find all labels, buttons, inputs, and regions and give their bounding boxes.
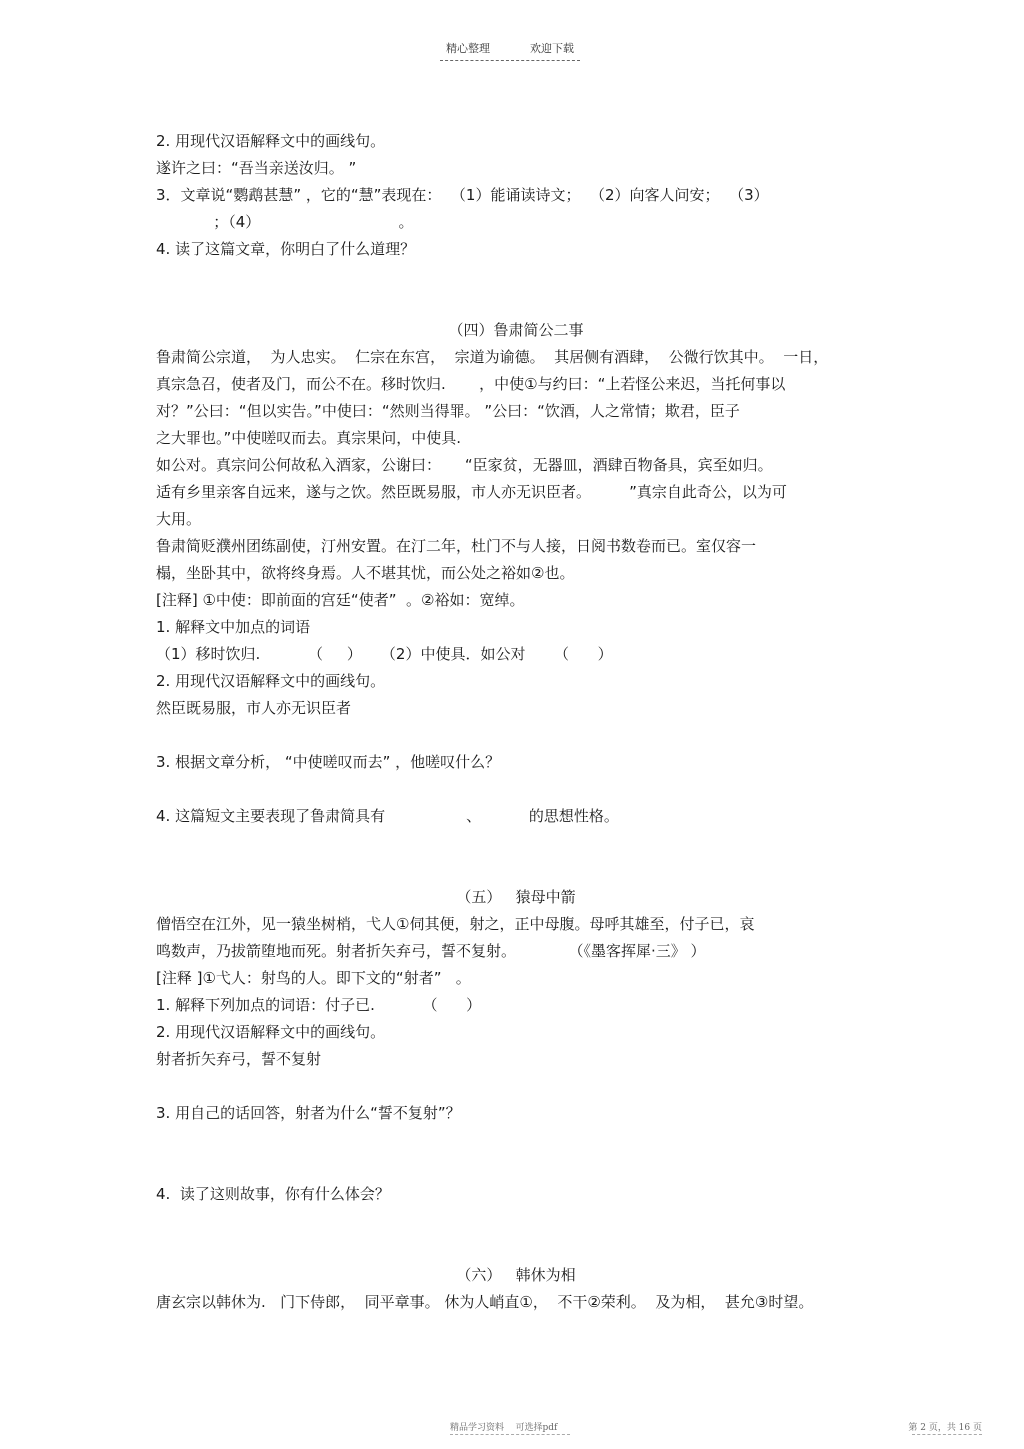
- s5-paragraph-line: 僧悟空在江外，见一猿坐树梢，弋人①伺其便，射之，正中母腹。母呼其雄至，付子已，哀: [156, 915, 755, 933]
- s4-question-4: 4. 这篇短文主要表现了鲁肃简具有 、 的思想性格。: [156, 807, 619, 825]
- s4-title: （四）鲁肃简公二事: [448, 321, 584, 339]
- s4-question-3: 3. 根据文章分析， “中使嗟叹而去” ，他嗟叹什么？: [156, 753, 501, 771]
- header-divider: [440, 60, 580, 61]
- s3-question-3-line2: ；（4） 。: [156, 213, 414, 231]
- header-left-text: 精心整理: [446, 42, 490, 55]
- s3-question-2-sentence: 遂许之曰：“吾当亲送汝归。 ”: [156, 159, 357, 177]
- s4-paragraph-line: 之大罪也。”中使嗟叹而去。真宗果问，中使具.: [156, 429, 462, 447]
- s4-paragraph-line: 真宗急召，使者及门，而公不在。移时饮归. ，中使①与约曰：“上若怪公来迟，当托何事以: [156, 375, 786, 393]
- s4-paragraph-line: 大用。: [156, 510, 202, 528]
- s5-paragraph-line: 鸣数声，乃拔箭堕地而死。射者折矢弃弓，誓不复射。 （《墨客挥犀·三》 ）: [156, 942, 706, 960]
- page-header: [440, 40, 580, 61]
- document-body: [156, 128, 876, 1316]
- s4-question-2-sentence: 然臣既易服，市人亦无识臣者: [156, 699, 352, 717]
- s5-question-3: 3. 用自己的话回答，射者为什么“誓不复射”？: [156, 1104, 461, 1122]
- s6-paragraph-line: 唐玄宗以韩休为. 门下侍郎， 同平章事。 休为人峭直①， 不干②荣利。 及为相， 甚允③时望。: [156, 1293, 814, 1311]
- s6-title: （六） 韩休为相: [456, 1266, 576, 1284]
- s4-paragraph-line: 适有乡里亲客自远来，遂与之饮。然臣既易服，市人亦无识臣者。 ”真宗自此奇公，以为可: [156, 483, 787, 501]
- s5-note: [注释 ]①弋人：射鸟的人。即下文的“射者” 。: [156, 969, 471, 987]
- s4-paragraph2-line: 榻，坐卧其中，欲将终身焉。人不堪其忧，而公处之裕如②也。: [156, 564, 575, 582]
- s4-paragraph-line: 如公对。真宗问公何故私入酒家，公谢曰： “臣家贫，无器皿，酒肆百物备具，宾至如归。: [156, 456, 773, 474]
- s5-question-2: 2. 用现代汉语解释文中的画线句。: [156, 1023, 386, 1041]
- s5-question-4: 4. 读了这则故事，你有什么体会？: [156, 1185, 390, 1203]
- s4-paragraph-line: 对？”公曰：“但以实告。”中使曰：“然则当得罪。 ”公曰：“饮酒，人之常情；欺君，臣子: [156, 402, 740, 420]
- s4-question-1: 1. 解释文中加点的词语: [156, 618, 311, 636]
- s4-note: [注释] ①中使：即前面的宫廷“使者” 。②裕如：宽绰。: [156, 591, 525, 609]
- s5-title: （五） 猿母中箭: [456, 888, 576, 906]
- page-footer: [0, 1420, 1024, 1442]
- s4-question-2: 2. 用现代汉语解释文中的画线句。: [156, 672, 386, 690]
- s3-question-2: 2. 用现代汉语解释文中的画线句。: [156, 132, 386, 150]
- s5-question-2-sentence: 射者折矢弃弓，誓不复射: [156, 1050, 322, 1068]
- s4-paragraph2-line: 鲁肃简贬濮州团练副使，汀州安置。在汀二年，杜门不与人接，日阅书数卷而已。室仅容一: [156, 537, 757, 555]
- footer-center-text: 精品学习资料 可选择pdf: [450, 1423, 558, 1433]
- s5-question-1: 1. 解释下列加点的词语：付子已. （ ）: [156, 996, 482, 1014]
- footer-page-number: 第 2 页，共 16 页: [908, 1423, 982, 1433]
- s3-question-4: 4. 读了这篇文章，你明白了什么道理？: [156, 240, 416, 258]
- footer-center-divider: [450, 1434, 570, 1435]
- footer-right-divider: [912, 1434, 982, 1435]
- s4-question-1-items: （1）移时饮归. （ ） （2）中使具．如公对 （ ）: [156, 645, 613, 663]
- header-right-text: 欢迎下载: [530, 42, 574, 55]
- s3-question-3-line1: 3．文章说“鹦鹉甚慧” ，它的“慧”表现在： （1）能诵读诗文； （2）向客人问安； （3）: [156, 186, 769, 204]
- s4-paragraph-line: 鲁肃简公宗道， 为人忠实。 仁宗在东宫， 宗道为谕德。 其居侧有酒肆， 公微行饮其中。 一日，: [156, 348, 829, 366]
